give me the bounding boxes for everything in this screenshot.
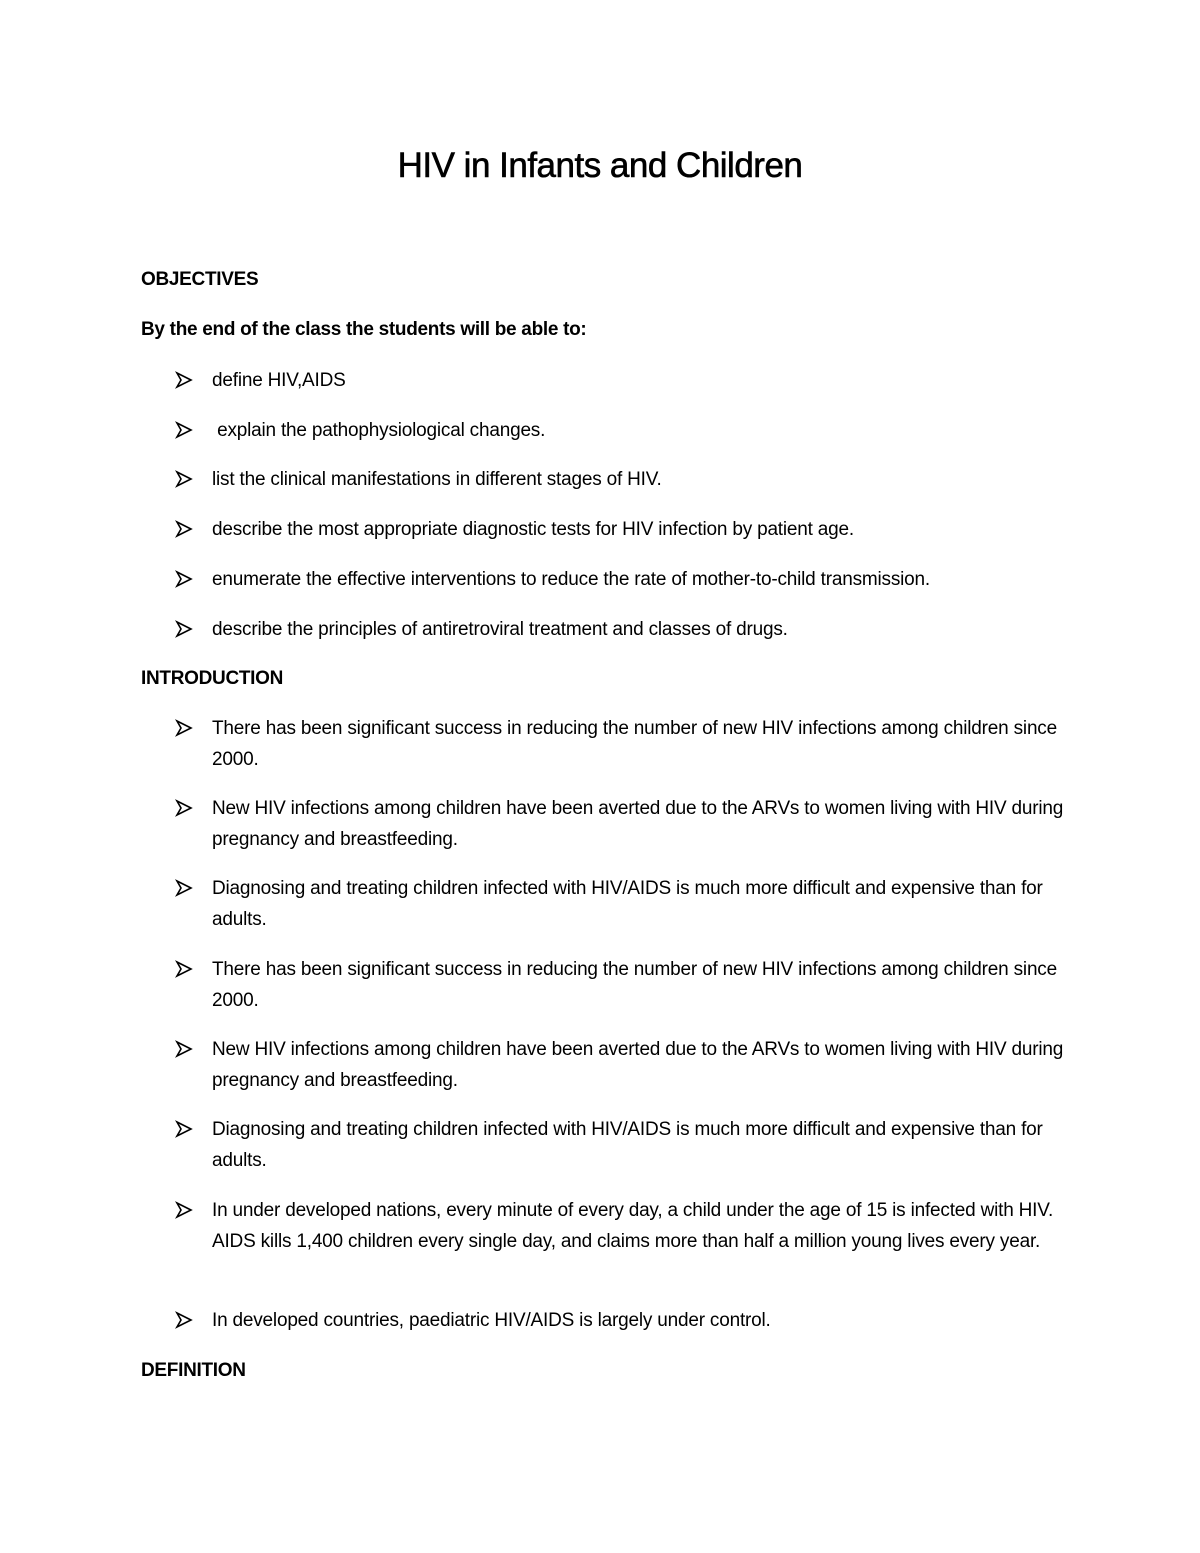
arrow-bullet-icon [174,619,194,639]
definition-heading: DEFINITION [141,1360,246,1381]
list-item [174,464,1074,495]
introduction-text: There has been significant success in reducing the number of new HIV infections among children since 2000. [212,718,1057,770]
introduction-text: In developed countries, paediatric HIV/AIDS is largely under control. [212,1310,771,1331]
list-item [174,954,1074,1016]
introduction-text: Diagnosing and treating children infected with HIV/AIDS is much more difficult and expensive than for adults. [212,878,1043,930]
arrow-bullet-icon [174,370,194,390]
list-item [174,514,1074,545]
list-item [174,564,1074,595]
page-title: HIV in Infants and Children [397,146,803,185]
objective-text: explain the pathophysiological changes. [212,420,546,441]
introduction-heading: INTRODUCTION [141,668,284,689]
arrow-bullet-icon [174,569,194,589]
arrow-bullet-icon [174,798,194,818]
arrow-bullet-icon [174,420,194,440]
list-item [174,1034,1074,1096]
objectives-lead: By the end of the class the students will be able to: [141,319,587,340]
list-item [174,365,1074,396]
arrow-bullet-icon [174,519,194,539]
list-item [174,1195,1074,1257]
list-item [174,793,1074,855]
objective-text: list the clinical manifestations in different stages of HIV. [212,469,662,490]
introduction-text: There has been significant success in reducing the number of new HIV infections among children since 2000. [212,959,1057,1011]
list-item [174,1305,1074,1336]
arrow-bullet-icon [174,469,194,489]
objective-text: describe the principles of antiretroviral treatment and classes of drugs. [212,619,788,640]
arrow-bullet-icon [174,718,194,738]
arrow-bullet-icon [174,1310,194,1330]
introduction-text: New HIV infections among children have been averted due to the ARVs to women living with HIV during pregnancy and breastfeeding. [212,1039,1064,1091]
list-item [174,713,1074,775]
list-item [174,614,1074,645]
list-item [174,873,1074,935]
arrow-bullet-icon [174,1119,194,1139]
introduction-text: Diagnosing and treating children infected with HIV/AIDS is much more difficult and expensive than for adults. [212,1119,1043,1171]
arrow-bullet-icon [174,1200,194,1220]
objective-text: describe the most appropriate diagnostic tests for HIV infection by patient age. [212,519,854,540]
introduction-text: In under developed nations, every minute of every day, a child under the age of 15 is infected with HIV. AIDS kills 1,400 children every single day, and claims more than half a million young lives every year. [212,1200,1054,1252]
objective-text: define HIV,AIDS [212,370,346,391]
list-item [174,415,1074,446]
arrow-bullet-icon [174,1039,194,1059]
arrow-bullet-icon [174,959,194,979]
objectives-heading: OBJECTIVES [141,269,259,290]
introduction-text: New HIV infections among children have been averted due to the ARVs to women living with HIV during pregnancy and breastfeeding. [212,798,1064,850]
list-item [174,1114,1074,1176]
objective-text: enumerate the effective interventions to reduce the rate of mother-to-child transmission. [212,569,930,590]
arrow-bullet-icon [174,878,194,898]
